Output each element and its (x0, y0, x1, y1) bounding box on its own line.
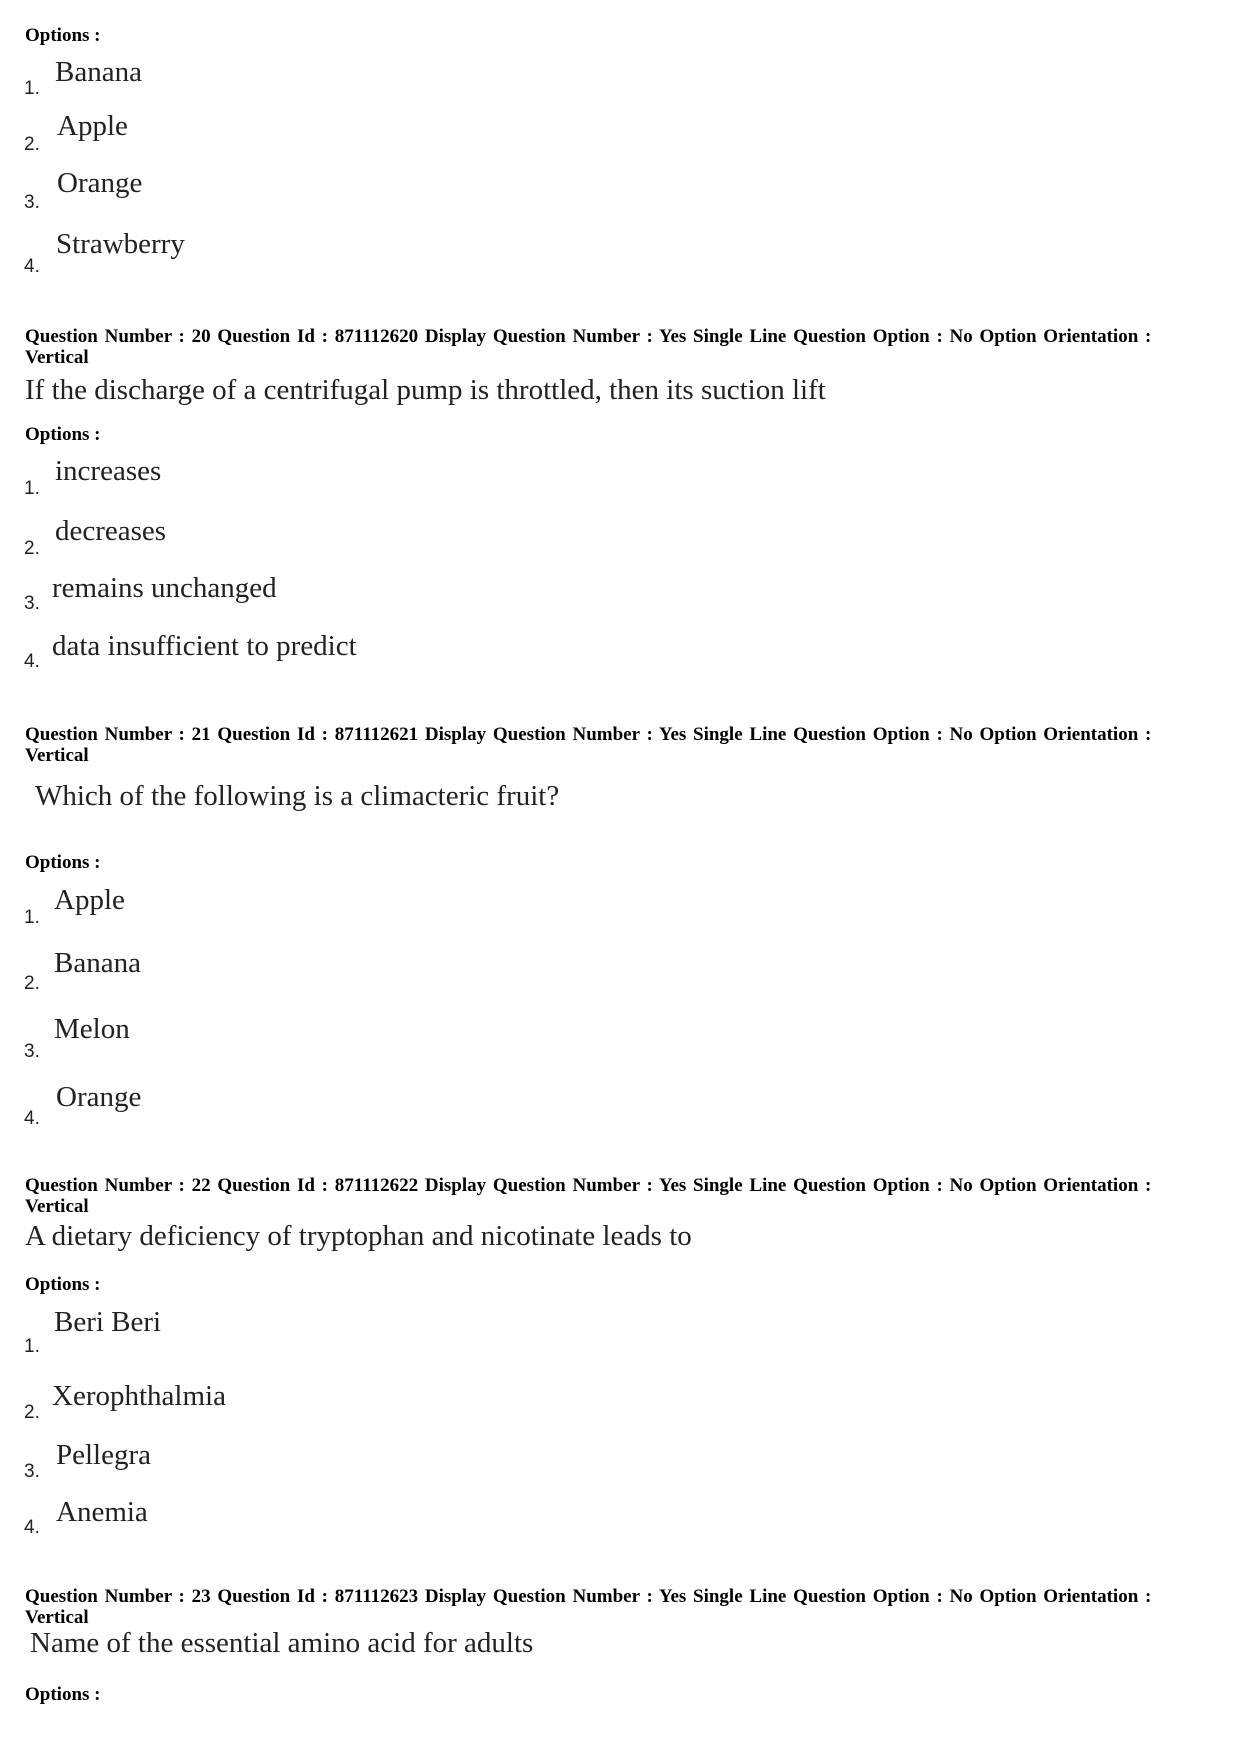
option-text: Xerophthalmia (52, 1380, 226, 1412)
option-number: 4. (24, 651, 40, 672)
options-label: Options : (25, 1684, 101, 1705)
option-number: 3. (24, 593, 40, 614)
question-text: A dietary deficiency of tryptophan and nicotinate leads to (25, 1220, 692, 1252)
question-meta: Question Number : 22 Question Id : 871112622 Display Question Number : Yes Single Line Question Option : No Option Orientation : Vertical (25, 1175, 1152, 1217)
option-number: 4. (24, 1108, 40, 1129)
option-number: 3. (24, 1461, 40, 1482)
question-text: Name of the essential amino acid for adults (30, 1627, 534, 1659)
question-meta: Question Number : 20 Question Id : 871112620 Display Question Number : Yes Single Line Question Option : No Option Orientation : Vertical (25, 326, 1152, 368)
option-text: Anemia (56, 1496, 148, 1528)
option-text: increases (55, 455, 162, 487)
option-text: Melon (54, 1013, 130, 1045)
options-label: Options : (25, 852, 101, 873)
option-text: Pellegra (56, 1439, 152, 1471)
option-text: Orange (57, 167, 143, 199)
options-label: Options : (25, 1274, 101, 1295)
option-text: Strawberry (56, 228, 185, 260)
question-meta: Question Number : 21 Question Id : 871112621 Display Question Number : Yes Single Line Question Option : No Option Orientation : Vertical (25, 724, 1152, 766)
option-text: Apple (54, 884, 125, 916)
option-number: 2. (24, 1402, 40, 1423)
option-text: Orange (56, 1081, 142, 1113)
option-text: Banana (54, 947, 141, 979)
option-number: 3. (24, 192, 40, 213)
option-number: 2. (24, 538, 40, 559)
option-number: 3. (24, 1041, 40, 1062)
options-label: Options : (25, 424, 101, 445)
option-text: remains unchanged (52, 572, 277, 604)
question-meta: Question Number : 23 Question Id : 871112623 Display Question Number : Yes Single Line Question Option : No Option Orientation : Vertical (25, 1586, 1152, 1628)
option-text: Banana (55, 56, 142, 88)
question-text: If the discharge of a centrifugal pump is throttled, then its suction lift (25, 374, 826, 406)
option-number: 2. (24, 134, 40, 155)
option-number: 2. (24, 973, 40, 994)
option-number: 4. (24, 256, 40, 277)
option-text: Beri Beri (54, 1306, 162, 1338)
option-number: 1. (24, 478, 40, 499)
option-text: data insufficient to predict (52, 630, 357, 662)
option-number: 1. (24, 78, 40, 99)
question-text: Which of the following is a climacteric fruit? (35, 780, 560, 812)
option-text: Apple (57, 110, 128, 142)
option-number: 1. (24, 1336, 40, 1357)
options-label: Options : (25, 25, 101, 46)
option-text: decreases (55, 515, 167, 547)
option-number: 4. (24, 1517, 40, 1538)
option-number: 1. (24, 907, 40, 928)
